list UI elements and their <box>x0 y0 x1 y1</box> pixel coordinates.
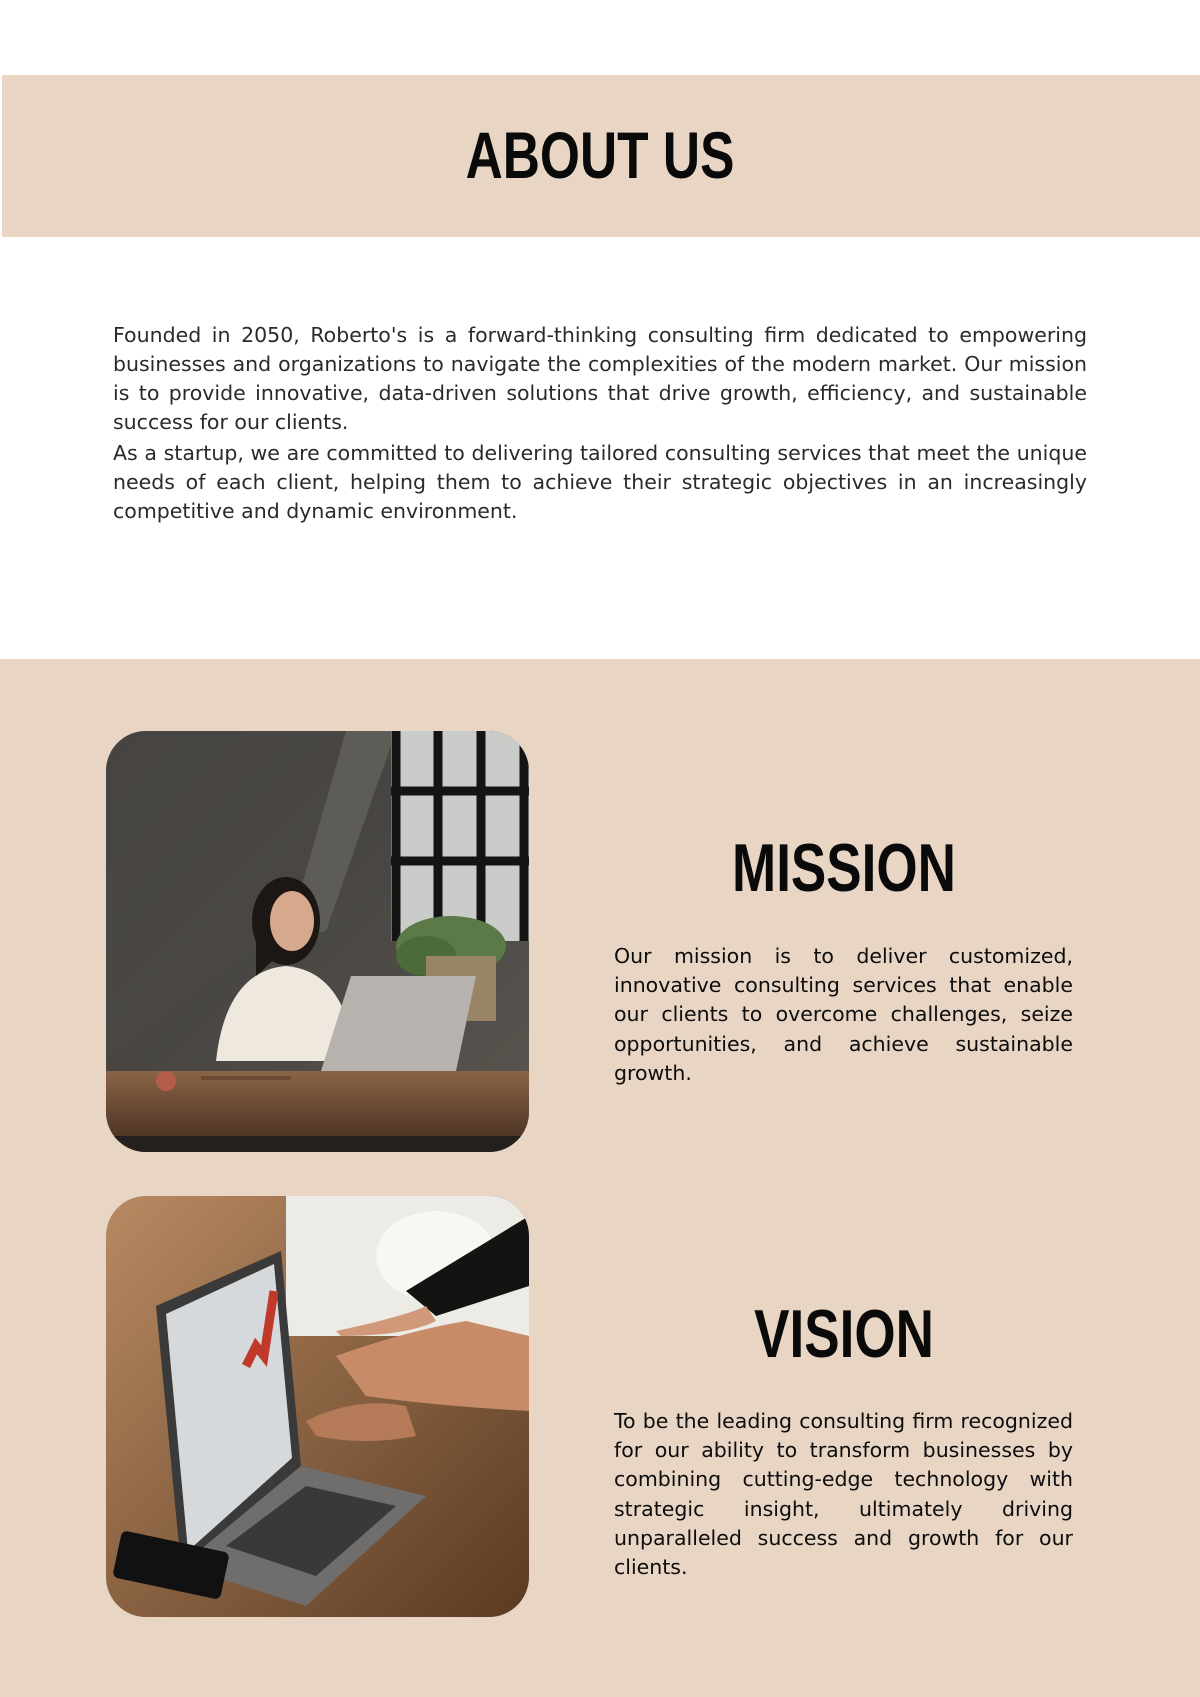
woman-laptop-image <box>106 731 529 1152</box>
intro-text <box>113 321 1087 526</box>
vision-text: To be the leading consulting firm recognized for our ability to transform businesses by combining cutting-edge technology with strategic insight, ultimately driving unparalleled success and growth for our clients. <box>614 1409 1073 1580</box>
intro-paragraph: As a startup, we are committed to delivering tailored consulting services that meet the unique needs of each client, helping them to achieve their strategic objectives in an increasingly competitive and dynamic environment. <box>113 441 1087 523</box>
vision-photo <box>106 1196 529 1617</box>
mission-photo <box>106 731 529 1152</box>
team-laptop-image <box>106 1196 529 1617</box>
mission-heading: MISSION <box>732 830 956 906</box>
vision-heading: VISION <box>754 1296 934 1372</box>
page-title: ABOUT US <box>465 118 735 192</box>
intro-paragraph: Founded in 2050, Roberto's is a forward-thinking consulting firm dedicated to empowering businesses and organizations to navigate the complexities of the modern market. Our mission is to provide innovative, data-driven solutions that drive growth, efficiency, and sustainable success for our clients. <box>113 323 1087 434</box>
mission-text: Our mission is to deliver customized, innovative consulting services that enable our clients to overcome challenges, seize opportunities, and achieve sustainable growth. <box>614 944 1073 1085</box>
